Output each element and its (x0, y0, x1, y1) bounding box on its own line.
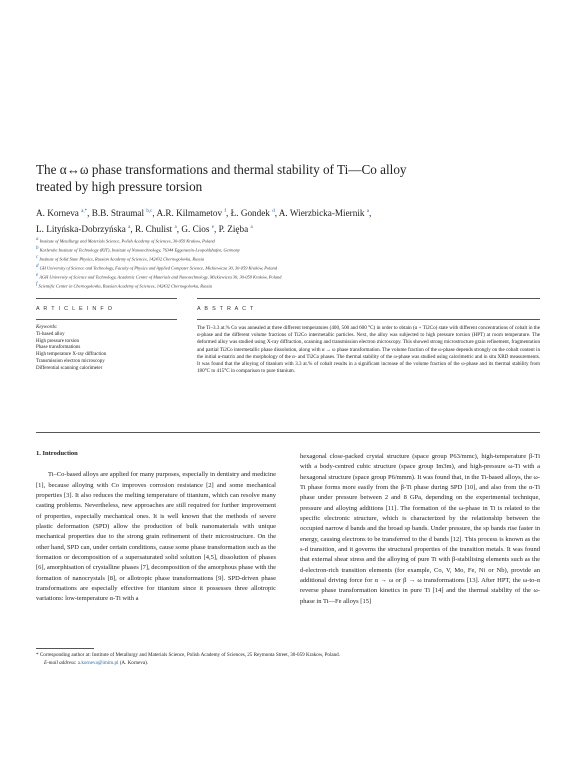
body-column-right (300, 452, 540, 607)
author-name[interactable]: B.B. Straumal (91, 208, 145, 219)
author-name[interactable]: Ł. Gondek (230, 208, 270, 219)
abstract-rule-end (36, 432, 540, 433)
affiliation-mark: a (36, 237, 39, 242)
body-column-left (36, 449, 276, 605)
affiliation-text: Karlsruhe Institute of Technology (KIT), Institute of Nanotechnology, 76344 Eggenstein-Leopoldshafen, Germany (39, 247, 240, 253)
author-affiliation-mark[interactable]: a (174, 224, 177, 230)
author-name[interactable]: L. Lityńska-Dobrzyńska (36, 223, 126, 234)
email-line (36, 659, 541, 667)
keyword: Phase transformations (36, 345, 81, 351)
title-line-2: treated by high pressure torsion (36, 179, 203, 194)
article-title (36, 161, 536, 195)
author-name[interactable]: R. Chulist (134, 223, 173, 234)
footnote-rule (36, 648, 94, 649)
affiliation-list (36, 236, 536, 290)
affiliation-mark: f (36, 282, 38, 288)
keywords-label: Keywords: (36, 325, 58, 330)
author-affiliation-mark[interactable]: a (250, 224, 253, 230)
affiliation-item (36, 236, 536, 245)
keyword: Transmission electron microscopy (36, 358, 105, 364)
keywords-block (36, 325, 176, 373)
affiliation-item (36, 263, 536, 272)
article-info-rule-top (36, 298, 177, 299)
article-info-rule-bottom (36, 319, 177, 320)
affiliation-text: Institute of Metallurgy and Materials Science, Polish Academy of Sciences, 30-059 Krakow, Poland (39, 238, 215, 244)
keyword: Differential scanning calorimeter (36, 365, 103, 371)
affiliation-item (36, 245, 536, 254)
author-name[interactable]: P. Zięba (218, 223, 249, 234)
article-info-heading: A R T I C L E I N F O (36, 306, 114, 312)
affiliation-mark: d (36, 264, 39, 270)
author-name[interactable]: A. Wierzbicka-Miernik (278, 208, 365, 219)
affiliation-text: GH University of Science and Technology, Faculty of Physics and Applied Computer Science, Mickiewicza 30, 30-059 Kraków, Poland (39, 265, 277, 271)
keyword: High pressure torsion (36, 338, 80, 344)
affiliation-text: Institute of Solid State Physics, Russian Academy of Sciences, 142432 Chernogolovka, Russia (39, 256, 205, 262)
author-line-1: A. Korneva $^{a,*}$, B.B. Straumal $^{b,c}$, A.R. Kilmametov $^f$, Ł. Gondek $^d$, A. Wierzbicka-Miernik $^a$, (36, 208, 372, 219)
corresponding-author-note: * Corresponding author at: Institute of Metallurgy and Materials Science, Polish Academy of Sciences, 25 Reymonta Street, 30-059 Krakow, Poland. (36, 652, 341, 658)
section-heading: 1. Introduction (36, 450, 78, 457)
author-name[interactable]: A. Korneva (36, 208, 79, 219)
affiliation-item (36, 272, 536, 281)
author-list (36, 205, 536, 236)
author-affiliation-mark[interactable]: f (224, 209, 227, 214)
author-affiliation-mark[interactable]: a (366, 209, 370, 214)
email-suffix: (A. Korneva). (119, 660, 149, 666)
author-line-2: L. Lityńska-Dobrzyńska $^a$, R. Chulist $^a$, G. Cios $^e$, P. Zięba $^a$ (36, 223, 253, 234)
affiliation-mark: e (36, 273, 39, 279)
body-paragraph: Ti–Co-based alloys are applied for many purposes, especially in dentistry and medicine [1], because alloying with Co improves corrosion resistance [2] and some mechanical properties [3]. It also reduces the melting temperature of titanium, which can resolve many casting problems. Nevertheless, new approaches are still required for further improvement of properties, especially mechanical ones. It is well known that the methods of severe plastic deformation (SPD) allow the production of bulk nanomaterials with unique mechanical properties due to the strong grain refinement of their microstructure. On the other hand, SPD can, under certain conditions, cause some phase transformation such as the formation or decomposition of a supersaturated solid solution [4,5], dissolution of phases [6], amorphisation of crystalline phases [7], decomposition of the amorphous phase with the formation of nanocrystals [8], or allotropic phase transformations [9]. SPD-driven phase transformations are especially effective for titanium since it possesses three allotropic variations: low-temperature α-Ti with a (36, 471, 276, 603)
author-affiliation-mark[interactable]: b,c (146, 209, 153, 214)
keyword: High temperature X-ray diffraction (36, 352, 107, 358)
author-name[interactable]: G. Cios (181, 223, 210, 234)
affiliation-mark: b (36, 246, 39, 252)
affiliation-text: AGH University of Science and Technology, Academic Centre of Materials and Nanotechnology, Mickiewicza 30, 30-059 Kraków, Poland (39, 274, 282, 280)
affiliation-item (36, 254, 536, 263)
affiliation-item (36, 281, 536, 290)
abstract-heading: A B S T R A C T (197, 306, 255, 312)
affiliation-mark: c (36, 255, 39, 261)
body-paragraph: hexagonal close-packed crystal structure (space group P63/mmc), high-temperature β-Ti with a body-centred cubic structure (space group Im3m), and high-pressure ω-Ti with a hexagonal structure (space group P6/mmm). It was found that, in the Ti-based alloys, the ω-Ti phase forms more easily from the β-Ti phase during SPD [10], and also from the α-Ti phase under pressure between 2 and 8 GPa, depending on the experimental technique, pressure and alloying additions [11]. The formation of the ω-phase in Ti is related to the specific electronic structure, which is characterized by the relationship between the occupied narrow d bands and the broad sp bands. Under pressure, the sp bands rise faster in energy, causing electrons to be transferred to the d bands [12]. This process is known as the s-d transition, and it governs the structural properties of the transition metals. It was found that external shear stress and the alloying of pure Ti with β-stabilising elements such as the d-electron-rich transition elements (for example, Co, V, Mo, Fe, Ni or Nb), provide an additional driving force for α → ω or β → ω transformations [13]. After HPT, the ω-to-α reverse phase transformation kinetics in pure Ti [14] and the thermal stability of the ω-phase in Ti—Fe alloys [15] (300, 453, 540, 605)
email-label: E-mail address: (44, 660, 77, 666)
abstract-rule-bottom (197, 319, 540, 320)
keyword: Ti-based alloy (36, 331, 65, 337)
abstract-text: The Ti–3.3 at.% Co was annealed at three different temperatures (400, 500 and 600 °C) in order to obtain (α + Ti2Co) state with different concentrations of cobalt in the α-phase and the different volume fractions of Ti2Co intermetallic particles. Next, the alloy was subjected to high pressure torsion (HPT) at room temperature. The deformed alloy was studied using X-ray diffraction, scanning and transmission electron microscopy. This showed strong microstructure grain refinement, fragmentation and partial Ti2Co intermetallic phase dissolution, along with α → ω phase transformation. The volume fraction of the ω-phase depends strongly on the cobalt content in the initial α-matrix and the morphology of the α- and Ti2Co phases. The thermal stability of the ω-phase was studied using calorimetric and in situ XRD measurements. It was found that the alloying of titanium with 3.3 at.% of cobalt results in a significant increase of the volume fraction of the ω-phase and its thermal stability from 180°C to 415°C in comparison to pure titanium. (197, 325, 540, 375)
author-affiliation-mark[interactable]: d (272, 209, 275, 214)
affiliation-text: Scientific Center in Chernogolovka, Russian Academy of Sciences, 142432 Chernogolovka, Russia (38, 283, 212, 289)
author-affiliation-mark[interactable]: e (211, 224, 214, 230)
author-affiliation-mark[interactable]: a,* (81, 209, 88, 214)
abstract-rule-top (197, 298, 540, 299)
author-affiliation-mark[interactable]: a (128, 224, 131, 230)
author-name[interactable]: A.R. Kilmametov (156, 208, 223, 219)
title-line-1: The α↔ω phase transformations and thermal stability of Ti—Co alloy (36, 162, 407, 177)
email-link[interactable]: a.korneva@imim.pl (77, 660, 119, 666)
footnote (36, 651, 541, 667)
